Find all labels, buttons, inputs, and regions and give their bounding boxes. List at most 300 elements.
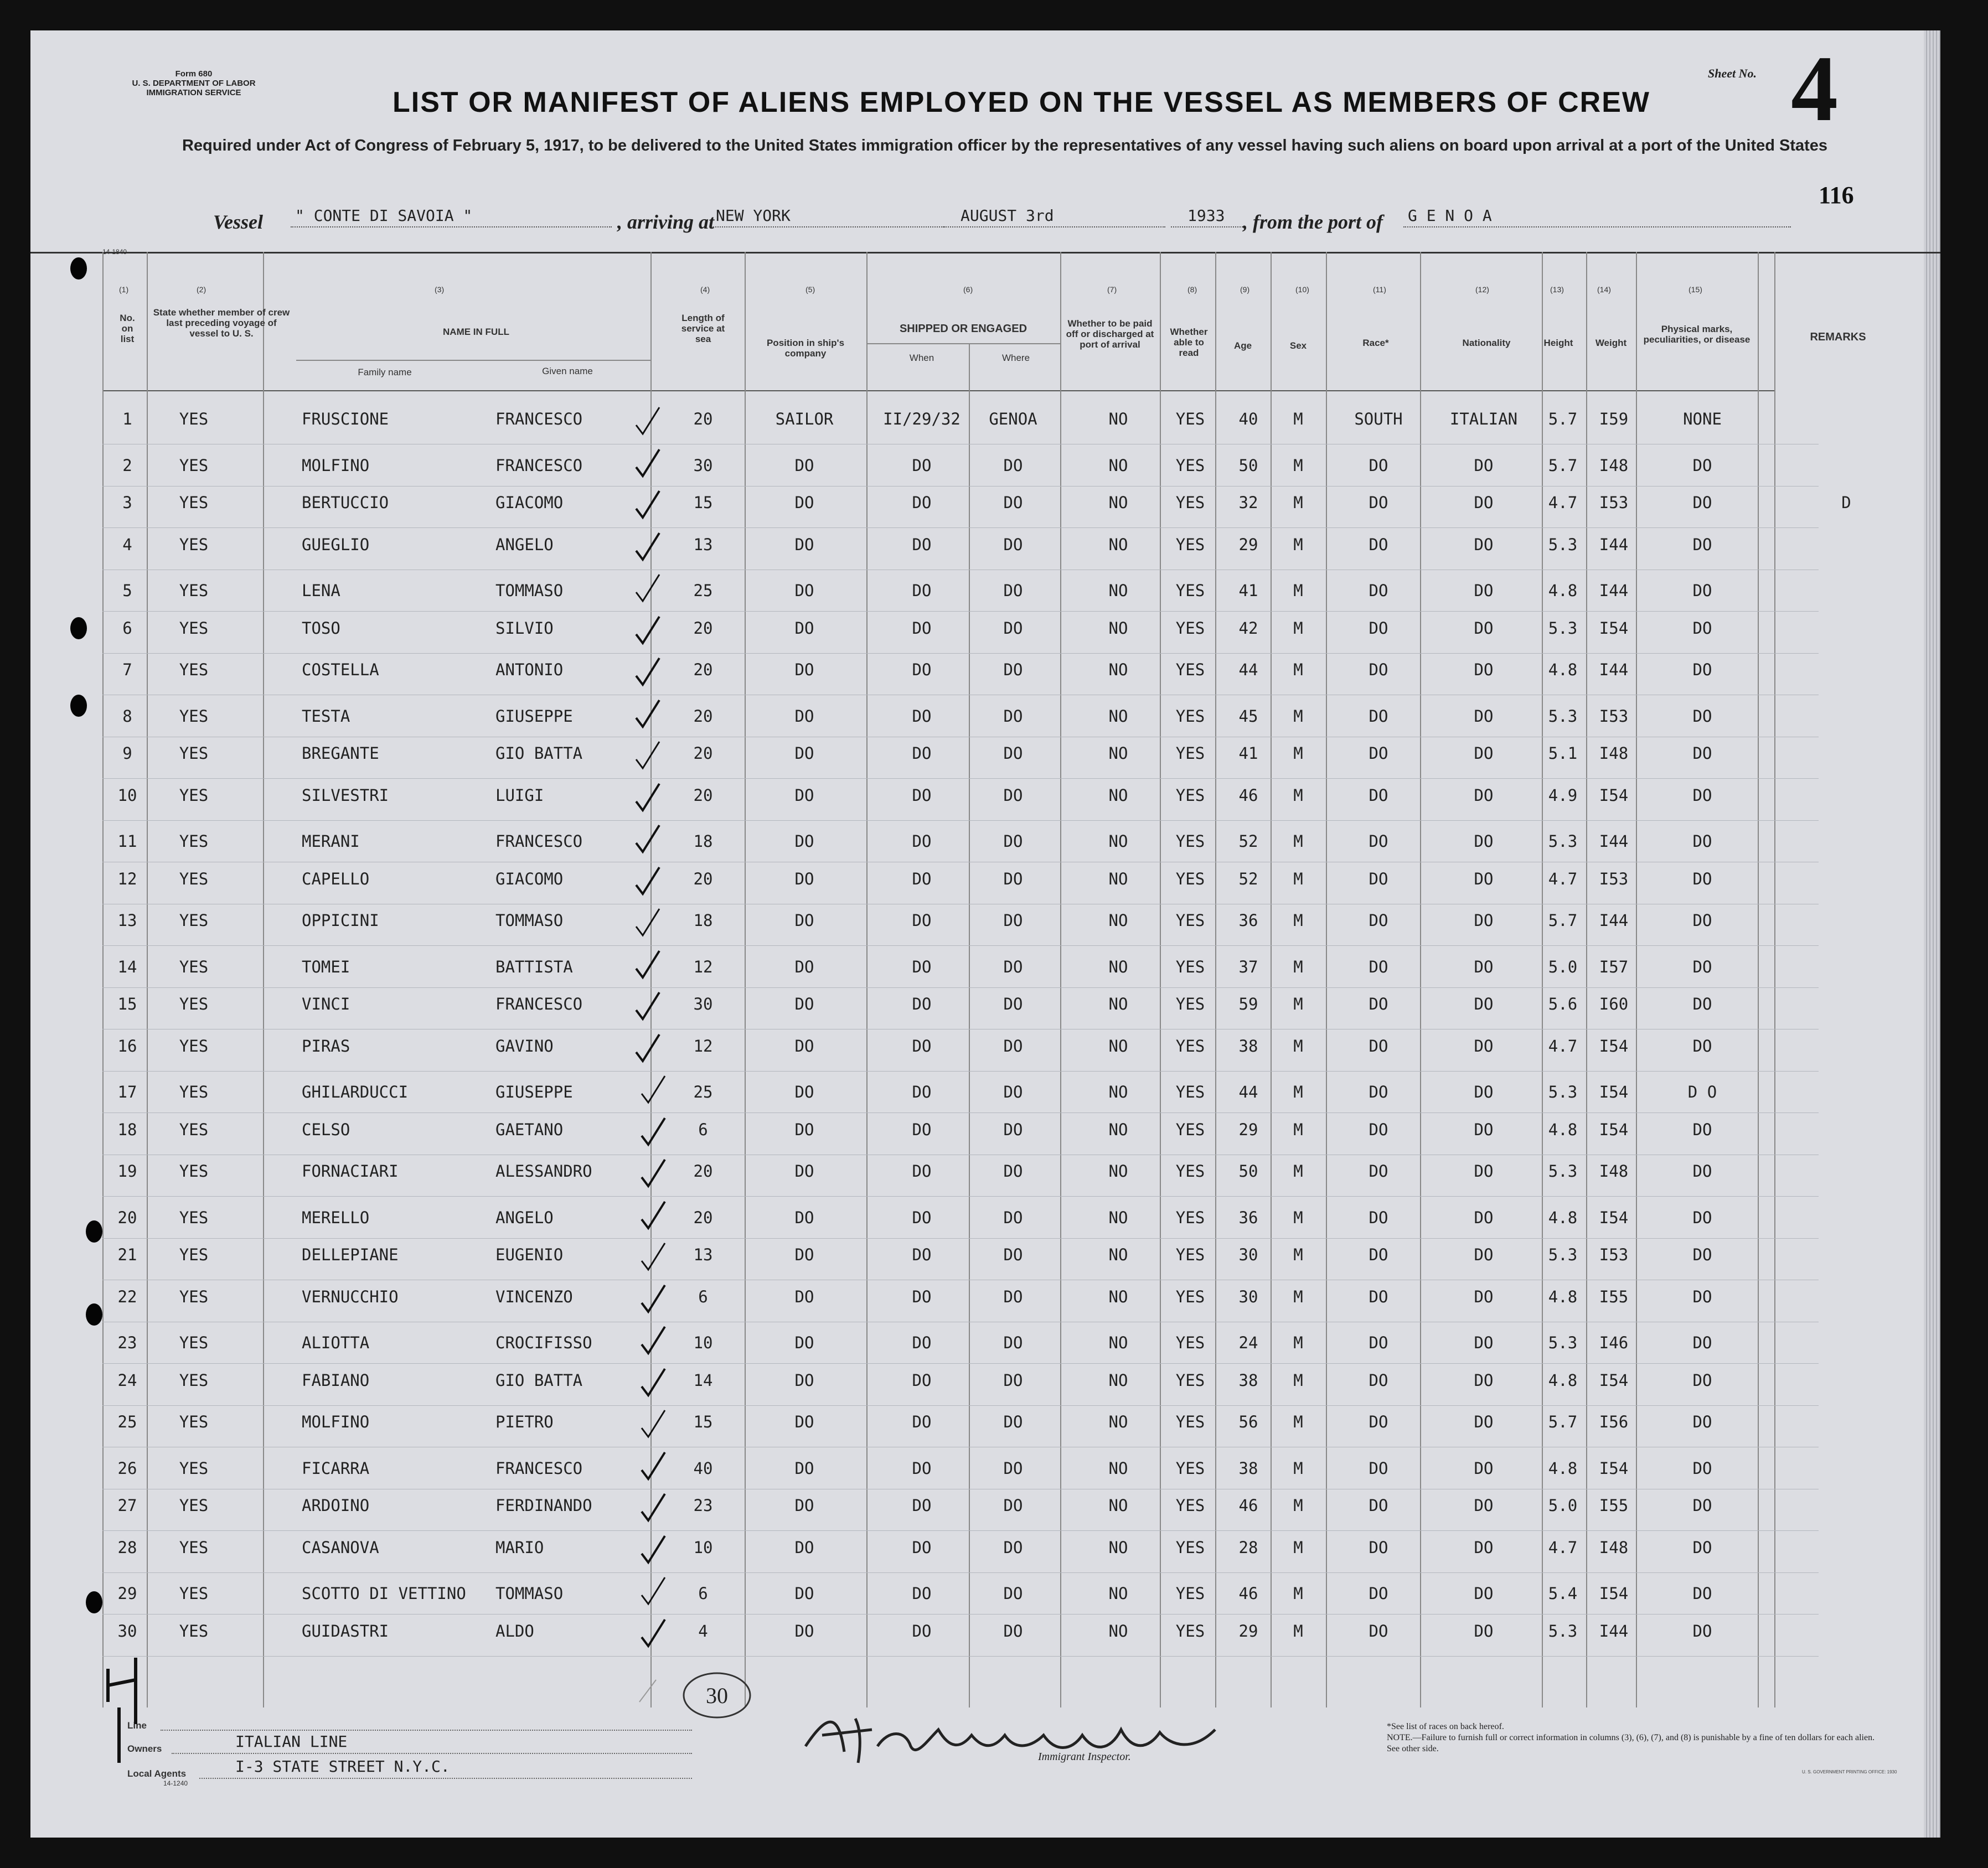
cell-length: 13 [693,535,713,554]
cell-paid: NO [1108,456,1128,475]
cell-physical: DO [1692,869,1712,888]
cell-position: DO [794,1120,814,1139]
cell-read: YES [1175,1162,1205,1181]
cell-nationality: DO [1474,1245,1494,1264]
cell-height: 5.7 [1548,1412,1578,1431]
cell-read: YES [1175,744,1205,763]
cell-state: YES [179,1333,209,1352]
cell-paid: NO [1108,1036,1128,1055]
cell-race: DO [1369,1621,1388,1641]
cell-no: 24 [117,1370,137,1390]
cell-age: 46 [1238,785,1258,805]
cell-height: 5.0 [1548,957,1578,976]
checkmark-icon [634,780,660,814]
cell-where: DO [1003,535,1023,554]
cell-paid: NO [1108,1287,1128,1306]
cell-race: DO [1369,581,1388,600]
cell-age: 30 [1238,1287,1258,1306]
checkmark-icon [634,905,660,939]
agents-stamp: 14-1240 [163,1779,188,1787]
cell-weight: I60 [1599,995,1629,1013]
owners-value: ITALIAN LINE [235,1732,348,1751]
column-rule [745,252,746,1707]
cell-weight: I54 [1599,1584,1629,1603]
cell-position: DO [794,995,814,1013]
cell-age: 29 [1238,1621,1258,1641]
cell-sex: M [1293,995,1303,1013]
departure-port-field: G E N O A [1403,206,1791,227]
cell-paid: NO [1108,618,1128,638]
batch-mark [97,1647,163,1768]
cell-sex: M [1293,832,1303,851]
cell-where: DO [1003,869,1023,888]
cell-race: DO [1369,456,1388,475]
checkmark-icon [634,446,660,479]
cell-state: YES [179,1496,209,1515]
cell-where: DO [1003,1621,1023,1641]
row-rule [102,527,1819,528]
cell-age: 29 [1238,1120,1258,1139]
checkmark-icon [639,1449,666,1482]
cell-nationality: DO [1474,1287,1494,1306]
cell-state: YES [179,744,209,763]
cell-state: YES [179,1245,209,1264]
cell-physical: DO [1692,785,1712,805]
column-rule [1420,252,1421,1707]
cell-where: GENOA [989,410,1037,428]
cell-when: DO [912,493,932,512]
cell-height: 4.7 [1548,1036,1578,1055]
cell-read: YES [1175,832,1205,851]
cell-paid: NO [1108,1412,1128,1431]
cell-family: FICARRA [302,1458,370,1478]
cell-family: MOLFINO [302,1412,370,1431]
cell-race: DO [1369,1120,1388,1139]
cell-when: DO [912,911,932,930]
cell-height: 4.7 [1548,1538,1578,1557]
cell-age: 32 [1238,493,1258,512]
tally-mark [634,1669,767,1730]
cell-age: 24 [1238,1333,1258,1352]
cell-where: DO [1003,1370,1023,1390]
cell-where: DO [1003,785,1023,805]
cell-length: 20 [693,410,713,428]
cell-paid: NO [1108,995,1128,1013]
header-no: No. on list [120,313,135,344]
cell-read: YES [1175,1538,1205,1557]
cell-read: YES [1175,1412,1205,1431]
cell-physical: DO [1692,1584,1712,1603]
cell-age: 52 [1238,832,1258,851]
cell-when: II/29/32 [883,410,961,428]
cell-nationality: DO [1474,1120,1494,1139]
cell-when: DO [912,1287,932,1306]
cell-no: 2 [122,456,132,475]
cell-weight: I55 [1599,1287,1629,1306]
cell-sex: M [1293,1584,1303,1603]
cell-nationality: DO [1474,1538,1494,1557]
checkmark-icon [634,864,660,897]
cell-when: DO [912,1083,932,1101]
vessel-label: Vessel [213,211,263,233]
row-rule [102,1363,1819,1364]
cell-position: DO [794,1162,814,1181]
checkmark-icon [639,1323,666,1357]
cell-when: DO [912,785,932,805]
cell-given: TOMMASO [495,1584,564,1603]
cell-where: DO [1003,1162,1023,1181]
cell-when: DO [912,744,932,763]
cell-read: YES [1175,1120,1205,1139]
cell-read: YES [1175,957,1205,976]
arrival-year-field: 1933 [1171,206,1243,227]
header-name: NAME IN FULL [443,327,509,337]
cell-read: YES [1175,1370,1205,1390]
cell-weight: I53 [1599,1245,1629,1264]
cell-race: DO [1369,1036,1388,1055]
manifest-sheet [30,30,1940,1838]
cell-sex: M [1293,1245,1303,1264]
cell-nationality: DO [1474,1083,1494,1101]
cell-height: 4.8 [1548,1120,1578,1139]
header-paid-off: Whether to be paid off or discharged at port of arrival [1066,318,1154,350]
cell-age: 36 [1238,1208,1258,1227]
cell-length: 10 [693,1538,713,1557]
cell-state: YES [179,1036,209,1055]
cell-physical: DO [1692,1496,1712,1515]
checkmark-icon [639,1115,666,1148]
cell-no: 20 [117,1208,137,1227]
cell-nationality: DO [1474,581,1494,600]
cell-read: YES [1175,1208,1205,1227]
cell-given: GIO BATTA [495,1370,583,1390]
cell-race: DO [1369,1083,1388,1101]
cell-given: ALDO [495,1621,534,1641]
checkmark-icon [634,613,660,646]
cell-read: YES [1175,1584,1205,1603]
cell-read: YES [1175,869,1205,888]
cell-state: YES [179,1083,209,1101]
cell-nationality: DO [1474,1496,1494,1515]
cell-weight: I44 [1599,911,1629,930]
row-rule [102,486,1819,487]
cell-age: 29 [1238,535,1258,554]
cell-no: 22 [117,1287,137,1306]
cell-when: DO [912,1208,932,1227]
cell-sex: M [1293,1496,1303,1515]
sheet-label: Sheet No. [1708,66,1757,80]
page-title: LIST OR MANIFEST OF ALIENS EMPLOYED ON THE VESSEL AS MEMBERS OF CREW [393,86,1650,118]
cell-read: YES [1175,618,1205,638]
cell-read: YES [1175,1287,1205,1306]
checkmark-icon [634,948,660,981]
cell-given: SILVIO [495,618,554,638]
row-rule [102,1071,1819,1072]
cell-nationality: DO [1474,706,1494,726]
cell-where: DO [1003,832,1023,851]
cell-physical: DO [1692,1208,1712,1227]
cell-position: DO [794,1621,814,1641]
cell-nationality: DO [1474,1621,1494,1641]
cell-where: DO [1003,581,1023,600]
cell-physical: DO [1692,706,1712,726]
cell-weight: I54 [1599,1208,1629,1227]
cell-paid: NO [1108,535,1128,554]
column-rule [1326,252,1327,1707]
column-rule [1586,252,1587,1707]
cell-no: 6 [122,618,132,638]
header-physical-marks: Physical marks, peculiarities, or disease [1643,324,1751,345]
cell-given: FRANCESCO [495,832,583,851]
cell-no: 27 [117,1496,137,1515]
checkmark-icon [634,697,660,730]
cell-height: 4.8 [1548,1370,1578,1390]
when-where-rule [969,343,970,1707]
cell-race: DO [1369,1287,1388,1306]
cell-paid: NO [1108,1162,1128,1181]
cell-family: CELSO [302,1120,350,1139]
cell-age: 52 [1238,869,1258,888]
crew-count: 30 [706,1683,728,1708]
cell-state: YES [179,785,209,805]
cell-nationality: DO [1474,535,1494,554]
cell-read: YES [1175,1458,1205,1478]
header-height: Height [1543,338,1573,348]
column-rule [147,252,148,1707]
cell-race: DO [1369,995,1388,1013]
cell-position: DO [794,832,814,851]
cell-race: DO [1369,1584,1388,1603]
cell-physical: DO [1692,456,1712,475]
printer-imprint: U. S. GOVERNMENT PRINTING OFFICE: 1930 [1802,1769,1897,1774]
cell-given: GIUSEPPE [495,1083,573,1101]
cell-read: YES [1175,1245,1205,1264]
cell-sex: M [1293,911,1303,930]
cell-sex: M [1293,1287,1303,1306]
cell-where: DO [1003,1287,1023,1306]
cell-position: DO [794,1496,814,1515]
cell-race: DO [1369,1245,1388,1264]
cell-nationality: DO [1474,1208,1494,1227]
header-age: Age [1233,340,1252,351]
cell-where: DO [1003,493,1023,512]
cell-when: DO [912,1245,932,1264]
cell-paid: NO [1108,493,1128,512]
cell-age: 41 [1238,744,1258,763]
binder-hole [70,695,87,717]
form-number: Form 680 [175,69,213,79]
cell-position: DO [794,1412,814,1431]
cell-weight: I44 [1599,581,1629,600]
cell-height: 4.7 [1548,493,1578,512]
line-field [161,1730,692,1731]
cell-weight: I54 [1599,1036,1629,1055]
cell-when: DO [912,1538,932,1557]
cell-weight: I53 [1599,706,1629,726]
cell-length: 20 [693,706,713,726]
cell-family: OPPICINI [302,911,379,930]
cell-when: DO [912,1333,932,1352]
cell-given: CROCIFISSO [495,1333,592,1352]
cell-sex: M [1293,869,1303,888]
binder-hole [86,1591,102,1613]
cell-length: 13 [693,1245,713,1264]
cell-position: SAILOR [775,410,834,428]
column-rule [1542,252,1543,1707]
cell-family: TOMEI [302,957,350,976]
cell-paid: NO [1108,706,1128,726]
checkmark-icon [639,1574,666,1607]
cell-age: 44 [1238,660,1258,679]
cell-no: 16 [117,1036,137,1055]
cell-physical: DO [1692,1036,1712,1055]
cell-age: 45 [1238,706,1258,726]
cell-length: 30 [693,456,713,475]
cell-age: 56 [1238,1412,1258,1431]
cell-read: YES [1175,911,1205,930]
cell-state: YES [179,1621,209,1641]
cell-no: 29 [117,1584,137,1603]
cell-nationality: DO [1474,995,1494,1013]
header-able-to-read: Whether able to read [1170,327,1208,358]
col-12-number: (12) [1475,285,1489,294]
cell-position: DO [794,456,814,475]
row-rule [102,1614,1819,1615]
cell-family: GUEGLIO [302,535,370,554]
cell-sex: M [1293,660,1303,679]
cell-when: DO [912,535,932,554]
cell-physical: DO [1692,1333,1712,1352]
cell-length: 15 [693,1412,713,1431]
cell-state: YES [179,1287,209,1306]
cell-nationality: DO [1474,1370,1494,1390]
cell-weight: I53 [1599,869,1629,888]
header-remarks: REMARKS [1810,331,1866,343]
cell-nationality: DO [1474,832,1494,851]
row-rule [102,1196,1819,1197]
cell-position: DO [794,660,814,679]
row-rule [102,653,1819,654]
cell-paid: NO [1108,1621,1128,1641]
cell-physical: D O [1687,1083,1717,1101]
cell-position: DO [794,1584,814,1603]
column-rule [1271,252,1272,1707]
cell-no: 4 [122,535,132,554]
cell-family: VINCI [302,995,350,1013]
arrival-date-field: AUGUST 3rd [944,206,1165,227]
name-subheader-rule [296,360,650,361]
cell-nationality: DO [1474,1036,1494,1055]
cell-sex: M [1293,493,1303,512]
cell-read: YES [1175,410,1205,428]
cell-length: 20 [693,618,713,638]
cell-age: 59 [1238,995,1258,1013]
cell-race: DO [1369,1496,1388,1515]
cell-read: YES [1175,660,1205,679]
cell-position: DO [794,1245,814,1264]
cell-height: 5.3 [1548,1083,1578,1101]
cell-no: 25 [117,1412,137,1431]
footnote [1387,1721,1885,1755]
cell-when: DO [912,1621,932,1641]
cell-height: 5.3 [1548,832,1578,851]
cell-race: DO [1369,706,1388,726]
cell-nationality: DO [1474,493,1494,512]
cell-read: YES [1175,995,1205,1013]
cell-where: DO [1003,1333,1023,1352]
cell-sex: M [1293,535,1303,554]
cell-when: DO [912,456,932,475]
column-rule [263,252,264,1707]
vessel-name-field: " CONTE DI SAVOIA " [291,206,612,227]
cell-weight: I54 [1599,785,1629,805]
cell-sex: M [1293,1083,1303,1101]
col-8-number: (8) [1187,285,1197,294]
cell-height: 5.3 [1548,1162,1578,1181]
checkmark-icon [639,1240,666,1273]
cell-height: 5.7 [1548,410,1578,428]
cell-nationality: DO [1474,785,1494,805]
row-rule [102,945,1819,946]
sheet-number: 4 [1791,37,1838,141]
cell-physical: DO [1692,911,1712,930]
cell-sex: M [1293,1621,1303,1641]
col-4-number: (4) [700,285,710,294]
cell-family: DELLEPIANE [302,1245,399,1264]
cell-sex: M [1293,1333,1303,1352]
cell-paid: NO [1108,1120,1128,1139]
cell-no: 12 [117,869,137,888]
cell-where: DO [1003,1412,1023,1431]
cell-paid: NO [1108,660,1128,679]
cell-when: DO [912,1458,932,1478]
page-number: 116 [1819,182,1854,209]
cell-read: YES [1175,1621,1205,1641]
cell-weight: I44 [1599,832,1629,851]
cell-read: YES [1175,1083,1205,1101]
binder-hole [86,1303,102,1326]
cell-family: FRUSCIONE [302,410,389,428]
column-rule [1060,252,1061,1707]
cell-state: YES [179,1458,209,1478]
cell-no: 1 [122,410,132,428]
cell-given: MARIO [495,1538,544,1557]
cell-race: DO [1369,832,1388,851]
col-13-number: (13) [1550,285,1564,294]
cell-where: DO [1003,1036,1023,1055]
cell-state: YES [179,706,209,726]
cell-sex: M [1293,1120,1303,1139]
cell-position: DO [794,581,814,600]
cell-remarks: D [1841,493,1851,512]
cell-height: 5.0 [1548,1496,1578,1515]
cell-given: FRANCESCO [495,1458,583,1478]
cell-nationality: DO [1474,618,1494,638]
cell-family: SILVESTRI [302,785,389,805]
cell-no: 30 [117,1621,137,1641]
cell-sex: M [1293,1162,1303,1181]
cell-no: 21 [117,1245,137,1264]
cell-length: 10 [693,1333,713,1352]
row-rule [102,1530,1819,1531]
cell-sex: M [1293,1208,1303,1227]
cell-when: DO [912,832,932,851]
cell-family: CAPELLO [302,869,370,888]
cell-weight: I48 [1599,744,1629,763]
cell-position: DO [794,1083,814,1101]
cell-height: 4.7 [1548,869,1578,888]
cell-state: YES [179,581,209,600]
